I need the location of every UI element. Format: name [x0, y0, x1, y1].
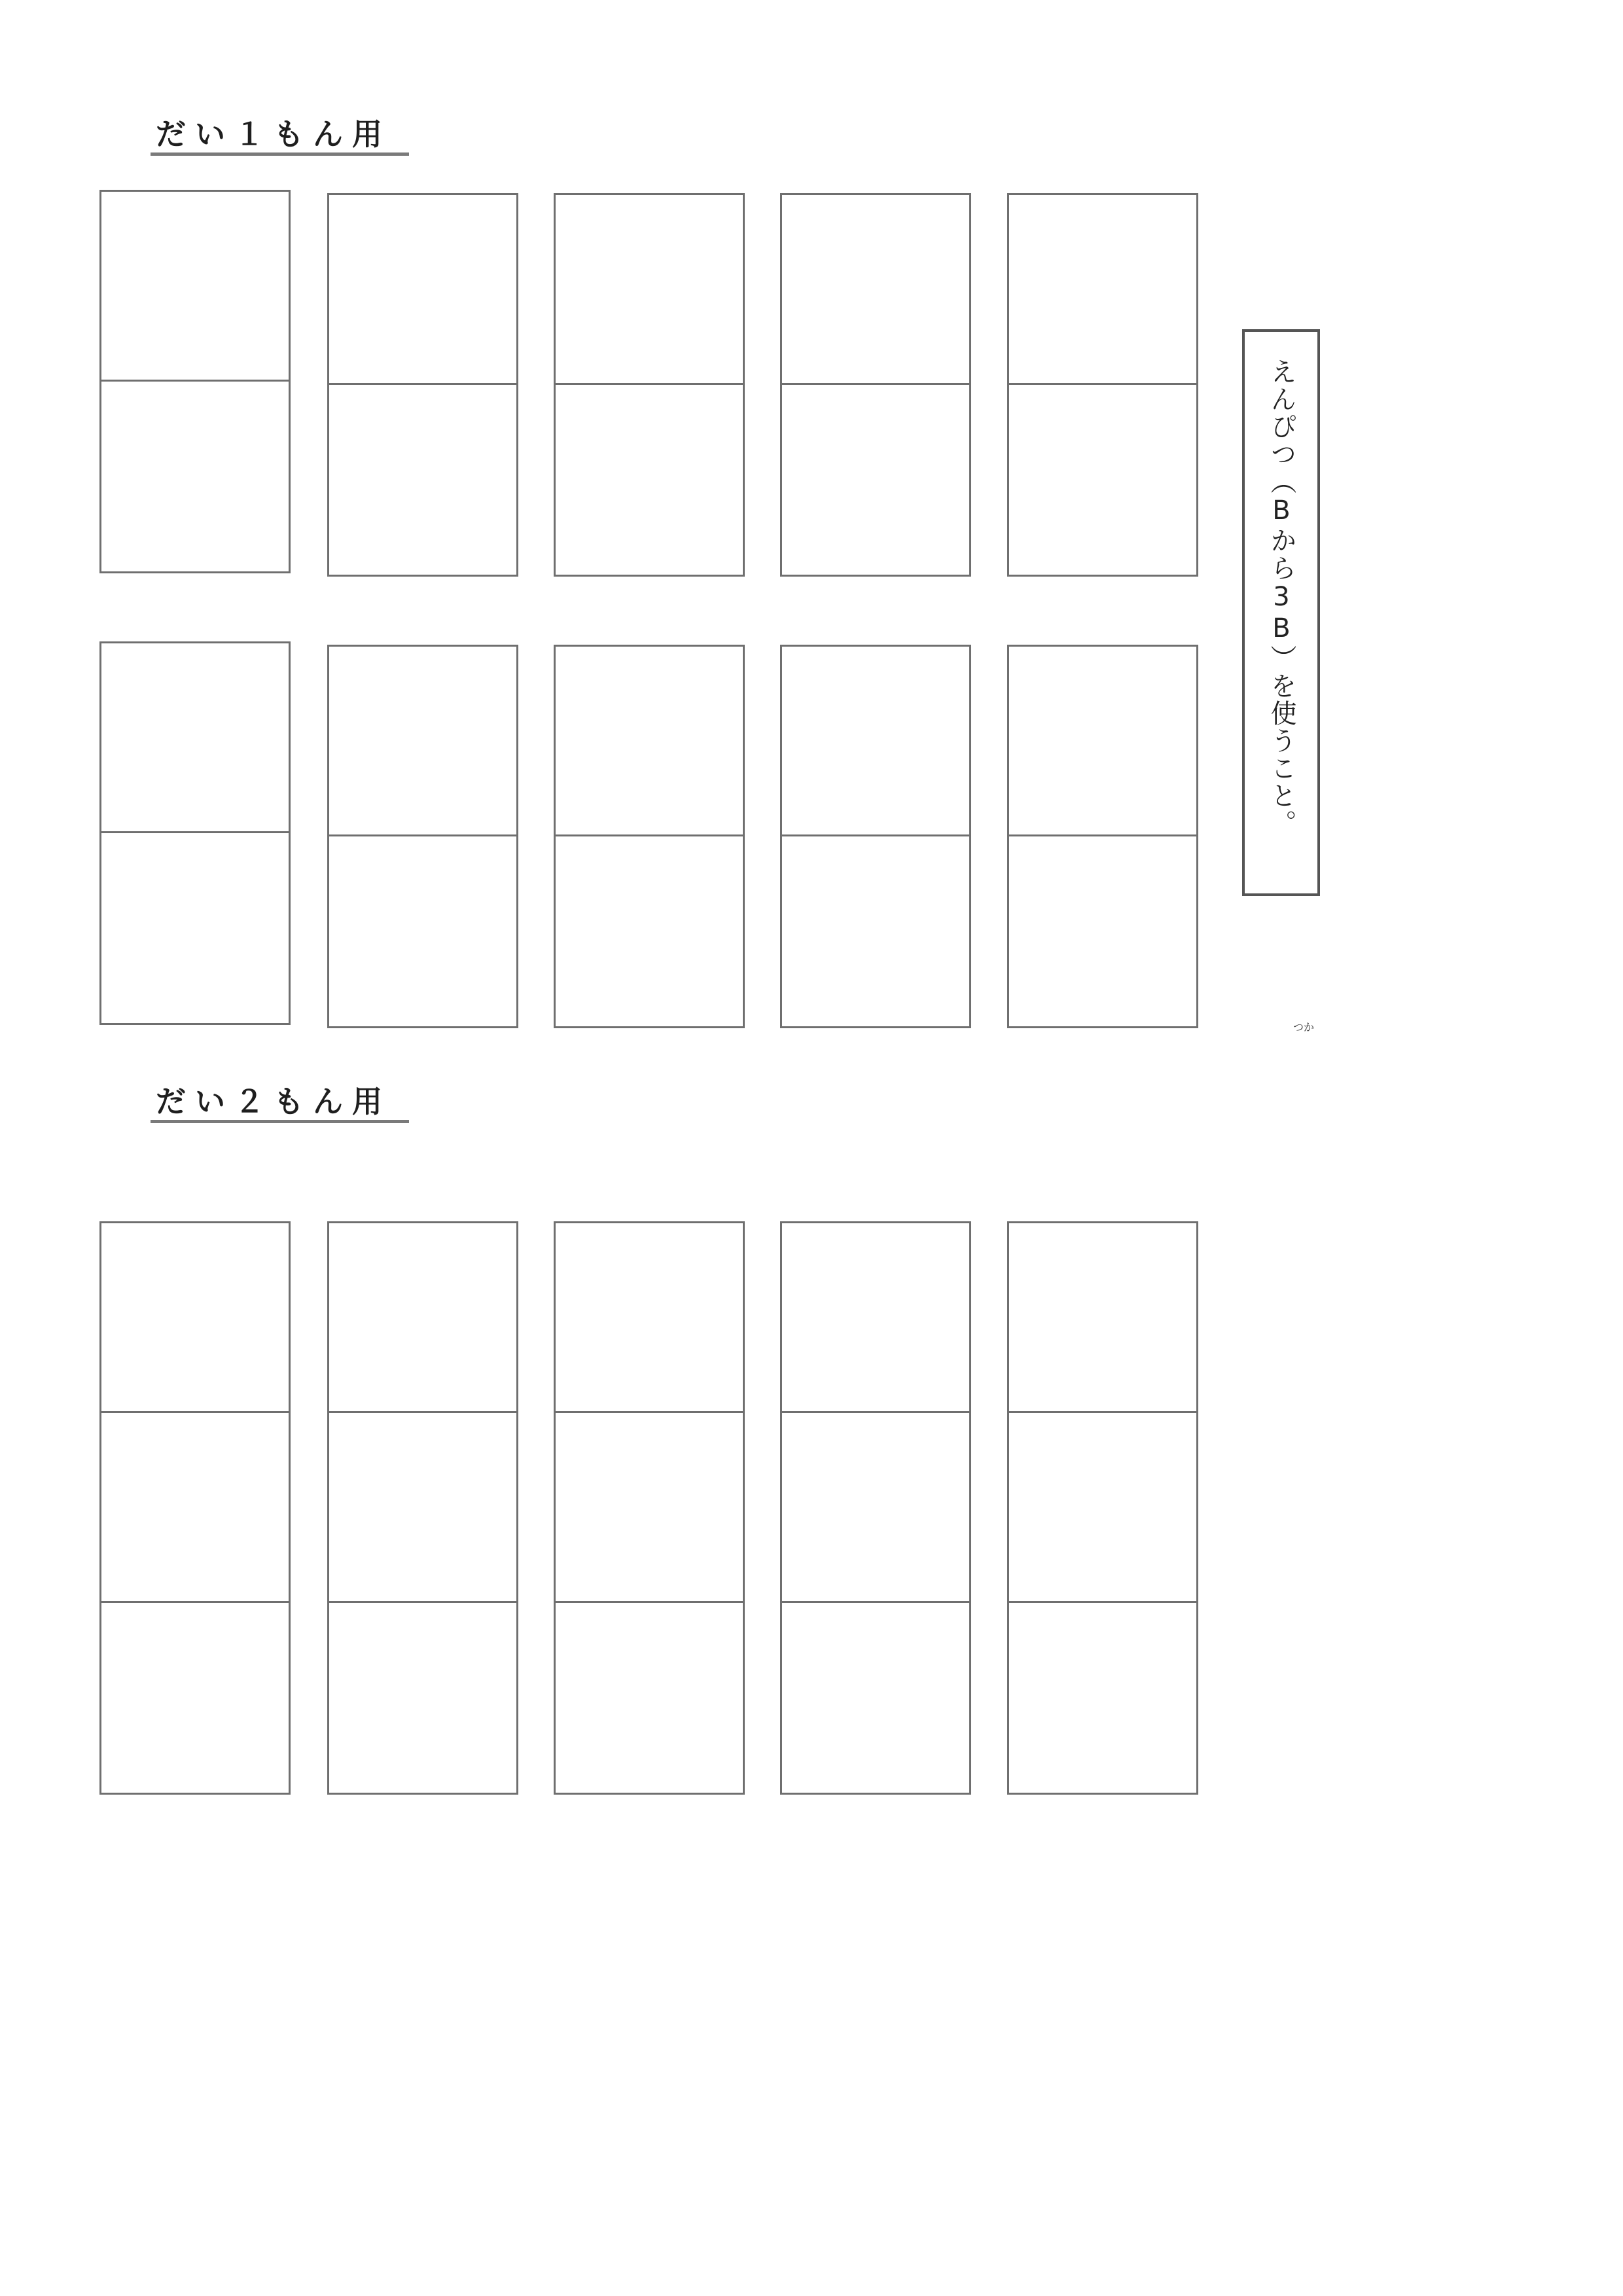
answer-cell[interactable] [782, 647, 969, 836]
answer-cell[interactable] [101, 1413, 289, 1603]
answer-cell[interactable] [556, 647, 743, 836]
answer-cell[interactable] [782, 1223, 969, 1413]
section-2-heading: だい２もん用 [156, 1084, 391, 1119]
pencil-notice-ruby: つか [1293, 1021, 1315, 1033]
answer-cell[interactable] [329, 385, 516, 575]
answer-cell[interactable] [101, 192, 289, 382]
answer-box[interactable] [327, 193, 518, 577]
section-1-heading-underline [151, 152, 409, 156]
answer-cell[interactable] [329, 1413, 516, 1603]
answer-cell[interactable] [1009, 1413, 1196, 1603]
section-2-heading-underline [151, 1120, 409, 1123]
answer-cell[interactable] [329, 647, 516, 836]
answer-cell[interactable] [556, 385, 743, 575]
answer-cell[interactable] [329, 195, 516, 385]
answer-cell[interactable] [782, 1413, 969, 1603]
answer-box[interactable] [327, 645, 518, 1028]
answer-cell[interactable] [101, 833, 289, 1023]
answer-box[interactable] [780, 193, 971, 577]
answer-box[interactable] [780, 1221, 971, 1795]
answer-cell[interactable] [782, 836, 969, 1026]
answer-cell[interactable] [1009, 1603, 1196, 1793]
answer-cell[interactable] [329, 836, 516, 1026]
answer-cell[interactable] [556, 1603, 743, 1793]
answer-cell[interactable] [101, 643, 289, 833]
answer-cell[interactable] [101, 382, 289, 571]
pencil-notice-text [1245, 358, 1317, 882]
answer-box[interactable] [780, 645, 971, 1028]
answer-cell[interactable] [782, 1603, 969, 1793]
answer-box[interactable] [1007, 193, 1198, 577]
answer-cell[interactable] [1009, 1223, 1196, 1413]
answer-cell[interactable] [556, 195, 743, 385]
answer-box[interactable] [554, 645, 745, 1028]
answer-cell[interactable] [101, 1603, 289, 1793]
answer-cell[interactable] [1009, 836, 1196, 1026]
answer-cell[interactable] [329, 1223, 516, 1413]
answer-cell[interactable] [1009, 195, 1196, 385]
pencil-notice-box [1242, 329, 1320, 1033]
pencil-notice-part-3: を使うこと。 [1266, 672, 1296, 837]
answer-cell[interactable] [1009, 385, 1196, 575]
answer-cell[interactable] [329, 1603, 516, 1793]
answer-box[interactable] [99, 1221, 291, 1795]
pencil-notice-part-1: えんぴつ [1266, 358, 1296, 468]
pencil-notice-part-2: （Bから3B） [1266, 468, 1296, 672]
answer-box[interactable] [1007, 645, 1198, 1028]
answer-box[interactable] [327, 1221, 518, 1795]
answer-cell[interactable] [1009, 647, 1196, 836]
answer-box[interactable] [554, 193, 745, 577]
answer-cell[interactable] [782, 385, 969, 575]
answer-cell[interactable] [782, 195, 969, 385]
answer-box[interactable] [1007, 1221, 1198, 1795]
answer-cell[interactable] [101, 1223, 289, 1413]
answer-box[interactable] [99, 190, 291, 573]
answer-box[interactable] [554, 1221, 745, 1795]
answer-cell[interactable] [556, 836, 743, 1026]
section-1-heading: だい１もん用 [156, 117, 391, 152]
answer-box[interactable] [99, 641, 291, 1025]
answer-cell[interactable] [556, 1413, 743, 1603]
answer-cell[interactable] [556, 1223, 743, 1413]
